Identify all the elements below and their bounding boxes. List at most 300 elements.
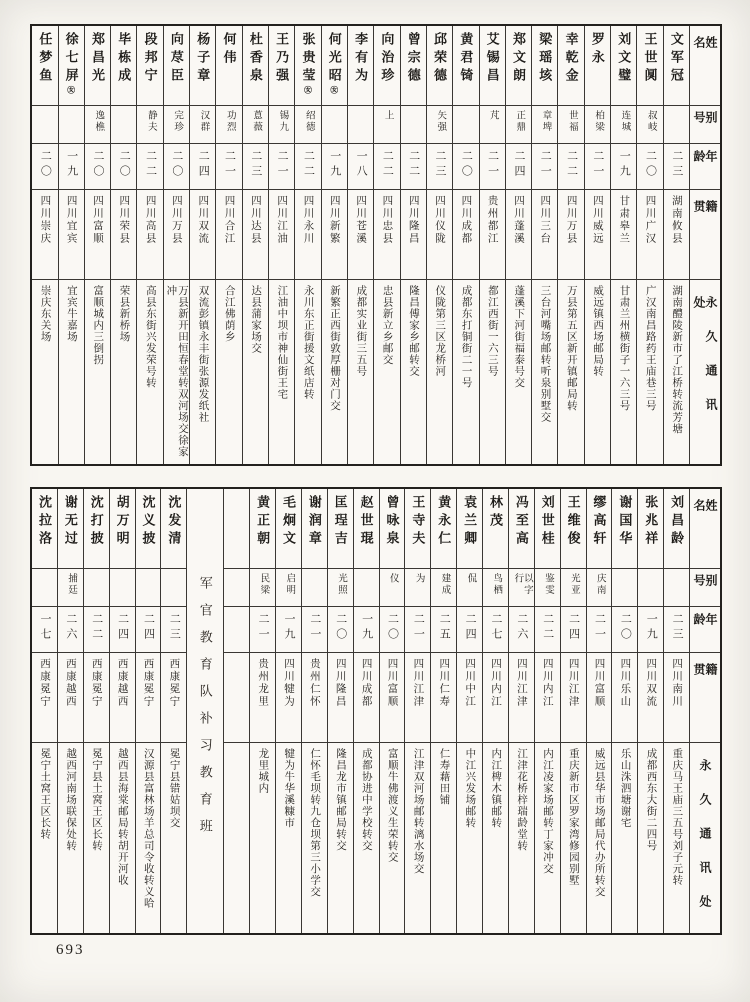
entry-column	[452, 26, 478, 464]
name-cell: 王寺夫	[405, 489, 430, 569]
native-cell: 贵州都江	[480, 190, 505, 280]
address-cell: 重庆马王庙三五号刘子元转	[671, 748, 683, 886]
alias-cell: 蒠薇	[243, 106, 268, 144]
female-mark: ㊛	[329, 86, 339, 94]
native-cell: 四川富顺	[587, 653, 612, 743]
alias-cell: 连城	[611, 106, 636, 144]
age-cell: 二〇	[453, 144, 478, 190]
address-cell: 江油中坝市神仙街王宅	[276, 285, 288, 400]
address-cell: 都江西街一六三号	[486, 285, 498, 377]
address-cell: 成都西东大街二四号	[645, 748, 657, 852]
native-cell: 甘肃皋兰	[611, 190, 636, 280]
address-cell: 乐山洙泗塘谢宅	[619, 748, 631, 829]
header-alias: 别号	[690, 106, 720, 144]
address-cell: 隆昌傅家乡邮转交	[407, 285, 419, 377]
alias-cell	[224, 569, 249, 607]
entry-column	[83, 489, 109, 933]
alias-cell: 逸樵	[85, 106, 110, 144]
entry-column	[557, 26, 583, 464]
address-cell: 仁怀毛坝转九仓坝第三小学交	[309, 748, 321, 898]
address-cell: 重庆新市区罗家湾修园别墅	[567, 748, 579, 886]
female-mark: ㊛	[66, 86, 76, 94]
alias-cell: 静夫	[137, 106, 162, 144]
alias-cell	[453, 106, 478, 144]
name-cell: 毕栋成	[111, 26, 136, 106]
native-cell: 西康冕宁	[136, 653, 161, 743]
native-cell: 四川新繁	[322, 190, 347, 280]
entry-column	[189, 26, 215, 464]
entry-column	[294, 26, 320, 464]
alias-cell: 柏梁	[585, 106, 610, 144]
entry-column	[482, 489, 508, 933]
age-cell: 二四	[110, 607, 135, 653]
native-cell: 西康越西	[58, 653, 83, 743]
alias-cell	[161, 569, 186, 607]
age-cell: 二一	[302, 607, 327, 653]
name-cell: 徐七屏㊛	[59, 26, 84, 106]
name-cell: 张贵莹㊛	[295, 26, 320, 106]
age-cell: 一九	[322, 144, 347, 190]
native-cell: 四川万县	[164, 190, 189, 280]
name-cell	[224, 489, 249, 569]
alias-cell	[59, 106, 84, 144]
alias-cell: 矢强	[427, 106, 452, 144]
age-cell: 一七	[32, 607, 57, 653]
age-cell: 二六	[509, 607, 534, 653]
native-cell: 四川隆昌	[401, 190, 426, 280]
header-column	[689, 26, 720, 464]
name-cell: 谢无过	[58, 489, 83, 569]
section-divider	[186, 489, 223, 933]
entry-column	[109, 489, 135, 933]
entry-column	[215, 26, 241, 464]
age-cell: 二三	[243, 144, 268, 190]
address-cell: 犍为牛华溪糠市	[283, 748, 295, 829]
address-cell: 高县东街兴发荣号转	[144, 285, 156, 389]
native-cell: 四川江油	[269, 190, 294, 280]
alias-cell: 以字行	[509, 569, 534, 607]
age-cell: 二一	[405, 607, 430, 653]
alias-cell: 锡九	[269, 106, 294, 144]
entry-column	[301, 489, 327, 933]
alias-cell: 汉群	[190, 106, 215, 144]
native-cell: 四川内江	[483, 653, 508, 743]
alias-cell	[612, 569, 637, 607]
age-cell: 二〇	[164, 144, 189, 190]
address-cell: 汉源县富林场羊总司令收转义哈	[142, 748, 154, 909]
address-cell: 仪陇第三区龙桥河	[434, 285, 446, 377]
age-cell: 二三	[161, 607, 186, 653]
address-cell: 威远镇西场邮局转	[592, 285, 604, 377]
entry-column	[249, 489, 275, 933]
address-cell: 三台河嘴场邮转听泉别墅交	[539, 285, 551, 423]
address-cell: 冕宁县错姑坝交	[168, 748, 180, 829]
address-cell: 永川东正街援文纸店转	[302, 285, 314, 400]
entry-column	[242, 26, 268, 464]
name-cell: 何光昭㊛	[322, 26, 347, 106]
entry-column	[136, 26, 162, 464]
register-table-bottom	[30, 487, 722, 935]
alias-cell: 世福	[558, 106, 583, 144]
header-column	[689, 489, 720, 933]
native-cell: 四川江津	[561, 653, 586, 743]
address-cell: 万县第五区新开镇邮局转	[565, 285, 577, 412]
address-cell: 甘肃兰州横街子一六三号	[618, 285, 630, 412]
address-cell: 内江凌家场邮转丁家冲交	[541, 748, 553, 875]
age-cell: 二三	[664, 607, 689, 653]
alias-cell	[111, 106, 136, 144]
alias-cell: 绍德	[295, 106, 320, 144]
age-cell: 一九	[354, 607, 379, 653]
name-cell: 邱荣德	[427, 26, 452, 106]
alias-cell	[638, 569, 663, 607]
entry-column	[456, 489, 482, 933]
address-cell: 隆昌龙市镇邮局转交	[334, 748, 346, 852]
name-cell: 黄君锜	[453, 26, 478, 106]
alias-cell: 民梁	[250, 569, 275, 607]
age-cell: 二〇	[328, 607, 353, 653]
alias-cell: 鉴雯	[535, 569, 560, 607]
address-cell: 忠县新立乡邮交	[381, 285, 393, 366]
native-cell: 四川宜宾	[59, 190, 84, 280]
age-cell: 二二	[84, 607, 109, 653]
native-cell: 贵州龙里	[250, 653, 275, 743]
native-cell: 四川内江	[535, 653, 560, 743]
header-age: 年龄	[690, 144, 720, 190]
name-cell: 段邦宁	[137, 26, 162, 106]
address-cell: 中江兴发场邮转	[464, 748, 476, 829]
native-cell: 四川荣县	[111, 190, 136, 280]
name-cell: 文军冠	[664, 26, 689, 106]
alias-cell: 完珍	[164, 106, 189, 144]
address-cell: 富顺城内三倒拐	[92, 285, 104, 366]
name-cell: 袁兰卿	[457, 489, 482, 569]
age-cell	[224, 607, 249, 653]
alias-cell: 上	[374, 106, 399, 144]
age-cell: 二一	[532, 144, 557, 190]
name-cell: 匡珵吉	[328, 489, 353, 569]
alias-cell: 芃	[480, 106, 505, 144]
native-cell: 四川合江	[216, 190, 241, 280]
address-cell: 成都协进中学校转交	[360, 748, 372, 852]
name-cell: 毛炯文	[276, 489, 301, 569]
alias-cell: 侃	[457, 569, 482, 607]
native-cell: 西康冕宁	[32, 653, 57, 743]
header-address: 永久通讯处	[692, 296, 718, 432]
entry-column	[135, 489, 161, 933]
address-cell: 荣县新桥场	[118, 285, 130, 343]
alias-cell	[322, 106, 347, 144]
native-cell: 四川富顺	[380, 653, 405, 743]
age-cell: 二一	[587, 607, 612, 653]
address-cell: 万县新开田恒春堂转双河场交徐家冲	[165, 285, 188, 458]
native-cell: 四川中江	[457, 653, 482, 743]
age-cell: 二四	[190, 144, 215, 190]
age-cell: 二五	[431, 607, 456, 653]
native-cell: 西康冕宁	[84, 653, 109, 743]
native-cell: 四川蓬溪	[506, 190, 531, 280]
alias-cell	[348, 106, 373, 144]
age-cell: 二〇	[111, 144, 136, 190]
age-cell: 一八	[348, 144, 373, 190]
age-cell: 二三	[664, 144, 689, 190]
entry-column	[505, 26, 531, 464]
name-cell: 刘世桂	[535, 489, 560, 569]
age-cell: 二四	[506, 144, 531, 190]
entry-column	[610, 26, 636, 464]
entry-column	[373, 26, 399, 464]
alias-cell: 功烈	[216, 106, 241, 144]
address-cell: 合江佛荫乡	[223, 285, 235, 343]
age-cell: 二〇	[612, 607, 637, 653]
native-cell: 四川广汉	[637, 190, 662, 280]
alias-cell	[354, 569, 379, 607]
entry-column	[268, 26, 294, 464]
entry-column	[636, 26, 662, 464]
entry-column	[426, 26, 452, 464]
header-address: 永久通讯处	[698, 759, 712, 929]
name-cell: 李有为	[348, 26, 373, 106]
header-age: 年龄	[690, 607, 720, 653]
age-cell: 二二	[535, 607, 560, 653]
native-cell: 四川犍为	[276, 653, 301, 743]
alias-cell	[32, 569, 57, 607]
entry-column	[479, 26, 505, 464]
name-cell: 艾锡昌	[480, 26, 505, 106]
name-cell: 沈义披	[136, 489, 161, 569]
register-table-top	[30, 24, 722, 466]
alias-cell: 捕廷	[58, 569, 83, 607]
native-cell: 贵州仁怀	[302, 653, 327, 743]
name-cell: 刘昌龄	[664, 489, 689, 569]
age-cell: 二一	[269, 144, 294, 190]
native-cell: 四川隆昌	[328, 653, 353, 743]
name-cell: 郑文朗	[506, 26, 531, 106]
address-cell: 威远县华市场邮局代办所转交	[593, 748, 605, 898]
address-cell: 龙里城内	[257, 748, 269, 794]
entry-column	[57, 489, 83, 933]
name-cell: 谢国华	[612, 489, 637, 569]
address-cell: 富顺牛佛渡义生荣转交	[386, 748, 398, 863]
name-cell: 缪高轩	[587, 489, 612, 569]
name-cell: 王乃强	[269, 26, 294, 106]
native-cell: 四川乐山	[612, 653, 637, 743]
alias-cell	[664, 569, 689, 607]
header-name: 姓名	[690, 26, 720, 106]
native-cell: 四川三台	[532, 190, 557, 280]
age-cell: 二〇	[380, 607, 405, 653]
age-cell: 一九	[638, 607, 663, 653]
name-cell: 胡万明	[110, 489, 135, 569]
address-cell: 越西县海棠邮局转胡开河收	[116, 748, 128, 886]
alias-cell	[32, 106, 57, 144]
native-cell: 西康越西	[110, 653, 135, 743]
age-cell: 二一	[216, 144, 241, 190]
age-cell: 二七	[483, 607, 508, 653]
name-cell: 罗永	[585, 26, 610, 106]
header-native-place: 籍贯	[690, 190, 720, 280]
alias-cell: 启明	[276, 569, 301, 607]
native-cell: 四川江津	[509, 653, 534, 743]
address-cell: 蓬溪下河街福泰号交	[513, 285, 525, 389]
entry-column	[321, 26, 347, 464]
name-cell: 曾咏泉	[380, 489, 405, 569]
entry-column	[531, 26, 557, 464]
alias-cell: 为	[405, 569, 430, 607]
entry-column	[163, 26, 189, 464]
age-cell: 二〇	[85, 144, 110, 190]
age-cell: 二二	[374, 144, 399, 190]
name-cell: 郑昌光	[85, 26, 110, 106]
address-cell: 江津花桥梓瑞龄堂转	[516, 748, 528, 852]
native-cell: 四川双流	[638, 653, 663, 743]
alias-cell: 光亚	[561, 569, 586, 607]
entry-column	[611, 489, 637, 933]
name-cell: 杜香泉	[243, 26, 268, 106]
entry-column	[637, 489, 663, 933]
alias-cell	[136, 569, 161, 607]
name-cell: 幸乾金	[558, 26, 583, 106]
page-number: 693	[56, 942, 85, 958]
name-cell: 黄永仁	[431, 489, 456, 569]
entry-column	[586, 489, 612, 933]
native-cell: 四川万县	[558, 190, 583, 280]
native-cell: 四川威远	[585, 190, 610, 280]
alias-cell: 鸟栖	[483, 569, 508, 607]
alias-cell	[401, 106, 426, 144]
native-cell: 湖南攸县	[664, 190, 689, 280]
address-cell: 广汉南昌路药王庙巷三号	[644, 285, 656, 412]
entry-column	[327, 489, 353, 933]
name-cell: 任梦鱼	[32, 26, 57, 106]
alias-cell: 章埤	[532, 106, 557, 144]
age-cell: 二一	[585, 144, 610, 190]
address-cell: 宜宾牛嘉场	[65, 285, 77, 343]
name-cell: 刘文璧	[611, 26, 636, 106]
entry-column	[560, 489, 586, 933]
female-mark: ㊛	[303, 86, 313, 94]
native-cell: 四川成都	[354, 653, 379, 743]
entry-column	[32, 26, 57, 464]
alias-cell: 庆南	[587, 569, 612, 607]
section-divider-label: 军官教育队补习教育班	[197, 576, 213, 846]
name-cell: 林茂	[483, 489, 508, 569]
age-cell: 一九	[276, 607, 301, 653]
name-cell: 沈打披	[84, 489, 109, 569]
name-cell: 黄正朝	[250, 489, 275, 569]
header-native-place: 籍贯	[690, 653, 720, 743]
age-cell: 二〇	[32, 144, 57, 190]
native-cell: 四川永川	[295, 190, 320, 280]
name-cell: 向治珍	[374, 26, 399, 106]
entry-column	[663, 489, 689, 933]
age-cell: 二一	[250, 607, 275, 653]
name-cell: 何伟	[216, 26, 241, 106]
native-cell: 四川崇庆	[32, 190, 57, 280]
entry-column	[353, 489, 379, 933]
alias-cell: 正鼎	[506, 106, 531, 144]
age-cell: 二二	[295, 144, 320, 190]
entry-column	[663, 26, 689, 464]
name-cell: 赵世琨	[354, 489, 379, 569]
alias-cell	[84, 569, 109, 607]
address-cell: 成都东打铜街二一号	[460, 285, 472, 389]
age-cell: 二一	[480, 144, 505, 190]
name-cell: 王维俊	[561, 489, 586, 569]
entry-column	[534, 489, 560, 933]
entry-column	[400, 26, 426, 464]
alias-cell	[302, 569, 327, 607]
address-cell: 湖南醴陵新市了江桥转流芳塘	[671, 285, 683, 435]
entry-column	[58, 26, 84, 464]
address-cell: 崇庆东关场	[39, 285, 51, 343]
name-cell: 张兆祥	[638, 489, 663, 569]
age-cell: 二四	[457, 607, 482, 653]
entry-column	[379, 489, 405, 933]
native-cell: 四川成都	[453, 190, 478, 280]
age-cell: 二二	[137, 144, 162, 190]
entry-column	[584, 26, 610, 464]
header-name: 姓名	[690, 489, 720, 569]
age-cell: 二二	[558, 144, 583, 190]
alias-cell: 光照	[328, 569, 353, 607]
alias-cell: 仪	[380, 569, 405, 607]
header-alias: 别号	[690, 569, 720, 607]
entry-column	[84, 26, 110, 464]
name-cell: 杨子章	[190, 26, 215, 106]
native-cell: 四川苍溪	[348, 190, 373, 280]
native-cell: 四川仁寿	[431, 653, 456, 743]
name-cell: 冯至高	[509, 489, 534, 569]
alias-cell: 建成	[431, 569, 456, 607]
name-cell: 梁瑶垓	[532, 26, 557, 106]
age-cell: 二〇	[637, 144, 662, 190]
age-cell: 二四	[136, 607, 161, 653]
age-cell: 一九	[611, 144, 636, 190]
address-cell: 越西河南场联保处转	[65, 748, 77, 852]
native-cell	[224, 653, 249, 743]
entry-column	[430, 489, 456, 933]
entry-column	[223, 489, 249, 933]
native-cell: 四川达县	[243, 190, 268, 280]
address-cell: 新繁正西街敦厚栅对门交	[329, 285, 341, 412]
address-cell: 达县蒲家场交	[250, 285, 262, 354]
name-cell: 向荩臣	[164, 26, 189, 106]
address-cell	[224, 743, 249, 933]
entry-column	[404, 489, 430, 933]
age-cell: 一九	[59, 144, 84, 190]
native-cell: 四川江津	[405, 653, 430, 743]
alias-cell: 叔岐	[637, 106, 662, 144]
age-cell: 二四	[561, 607, 586, 653]
age-cell: 二六	[58, 607, 83, 653]
native-cell: 四川富顺	[85, 190, 110, 280]
age-cell: 二三	[427, 144, 452, 190]
address-cell: 江津双河场邮转漓水场交	[412, 748, 424, 875]
native-cell: 四川高县	[137, 190, 162, 280]
native-cell: 四川双流	[190, 190, 215, 280]
entry-column	[32, 489, 57, 933]
native-cell: 西康冕宁	[161, 653, 186, 743]
entry-column	[347, 26, 373, 464]
entry-column	[160, 489, 186, 933]
address-cell: 冕宁县土窝王区长转	[90, 748, 102, 852]
address-cell: 成都实业街三五号	[355, 285, 367, 377]
name-cell: 沈发清	[161, 489, 186, 569]
address-cell: 冕宁土窝王区长转	[39, 748, 51, 840]
address-cell: 双流彭镇永丰街张源发纸社	[197, 285, 209, 423]
entry-column	[110, 26, 136, 464]
